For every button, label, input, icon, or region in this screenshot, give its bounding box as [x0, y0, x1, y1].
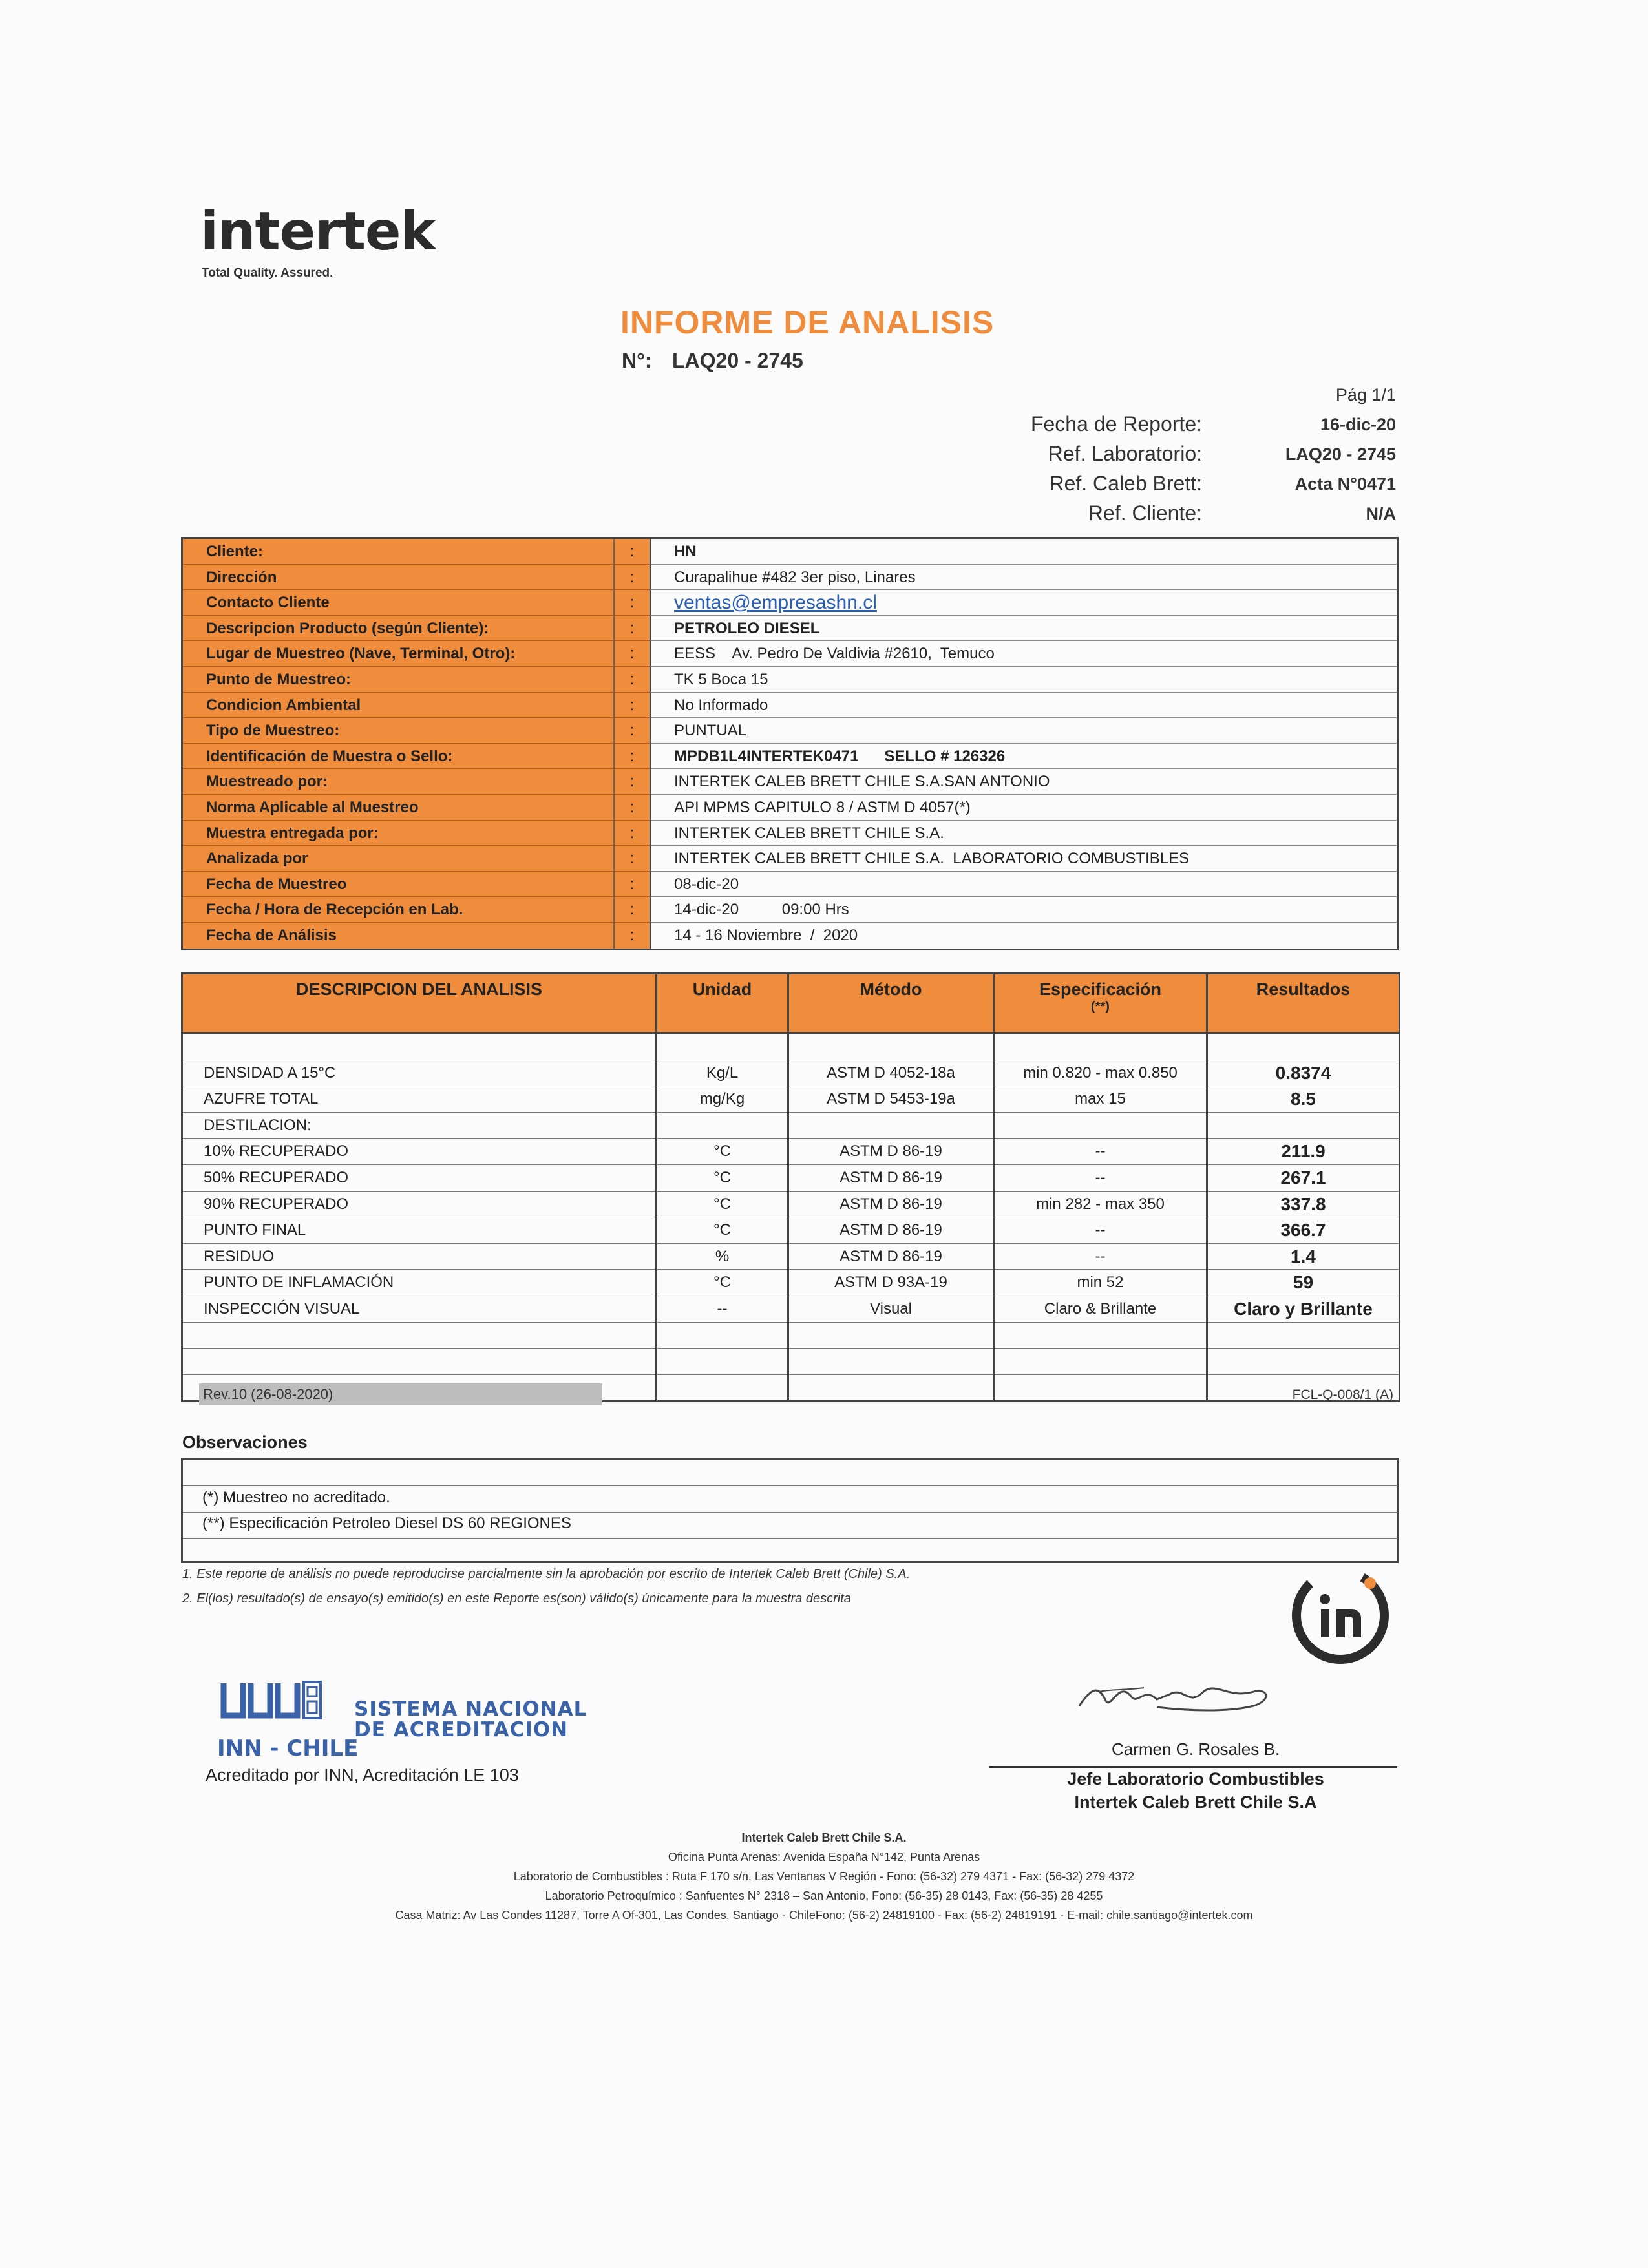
cell-descripcion: INSPECCIÓN VISUAL [182, 1296, 657, 1322]
info-colon: : [613, 897, 650, 923]
info-colon: : [613, 616, 650, 642]
cell-resultado: 59 [1207, 1270, 1400, 1296]
page-indicator: Pág 1/1 [1335, 385, 1396, 404]
info-row-condicion [183, 693, 1397, 719]
cell-unidad: mg/Kg [657, 1086, 788, 1113]
observaciones-divider [183, 1512, 1397, 1513]
cell-descripcion [182, 1349, 657, 1375]
note-1: 1. Este reporte de análisis no puede reproducirse parcialmente sin la aprobación por escrito de Intertek Caleb Brett (Chile) S.A. [182, 1567, 911, 1581]
cell-especificacion [994, 1322, 1207, 1349]
cell-metodo [788, 1033, 994, 1060]
analysis-row [182, 1191, 1400, 1217]
cell-unidad [657, 1033, 788, 1060]
signer-role: Jefe Laboratorio Combustibles [1067, 1769, 1324, 1789]
page-title: INFORME DE ANALISIS [620, 304, 995, 341]
sample-info-table [181, 537, 1399, 950]
ref-value-caleb-brett: Acta N°0471 [1294, 474, 1396, 494]
cell-resultado [1207, 1322, 1400, 1349]
cell-descripcion [182, 1033, 657, 1060]
info-value: PUNTUAL [650, 718, 1397, 744]
info-row-fecha-analisis [183, 923, 1397, 949]
cell-descripcion: DESTILACION: [182, 1112, 657, 1139]
info-value: API MPMS CAPITULO 8 / ASTM D 4057(*) [650, 795, 1397, 821]
inn-line-2: DE ACREDITACION [354, 1718, 569, 1741]
cell-especificacion: Claro & Brillante [994, 1296, 1207, 1322]
cell-metodo [788, 1322, 994, 1349]
info-label: Fecha / Hora de Recepción en Lab. [183, 897, 613, 923]
info-value: TK 5 Boca 15 [650, 667, 1397, 693]
col-header-especificacion [994, 974, 1207, 1033]
cell-unidad: -- [657, 1296, 788, 1322]
cell-metodo: ASTM D 86-19 [788, 1164, 994, 1191]
observaciones-divider [183, 1485, 1397, 1486]
cell-resultado: 366.7 [1207, 1217, 1400, 1244]
cell-unidad: °C [657, 1191, 788, 1217]
signature-image [1060, 1661, 1293, 1725]
cell-unidad: °C [657, 1139, 788, 1165]
ref-value-fecha: 16-dic-20 [1320, 415, 1396, 434]
info-value: HN [650, 539, 1397, 565]
cell-resultado [1207, 1112, 1400, 1139]
info-row-contacto [183, 590, 1397, 616]
info-label: Tipo de Muestreo: [183, 718, 613, 744]
inn-chile-logo-icon [217, 1677, 346, 1728]
info-value: INTERTEK CALEB BRETT CHILE S.A.SAN ANTONIO [650, 769, 1397, 795]
info-row-punto [183, 667, 1397, 693]
cell-unidad [657, 1374, 788, 1402]
info-colon: : [613, 539, 650, 565]
cell-descripcion: DENSIDAD A 15°C [182, 1060, 657, 1086]
cell-resultado [1207, 1349, 1400, 1375]
cell-especificacion [994, 1112, 1207, 1139]
cell-metodo: ASTM D 86-19 [788, 1217, 994, 1244]
info-value: INTERTEK CALEB BRETT CHILE S.A. LABORATORIO COMBUSTIBLES [650, 846, 1397, 872]
analysis-row [182, 1164, 1400, 1191]
analysis-row [182, 1217, 1400, 1244]
analysis-header-row [182, 974, 1400, 1033]
especificacion-label: Especificación [1039, 980, 1162, 999]
info-label: Identificación de Muestra o Sello: [183, 744, 613, 770]
info-label: Analizada por [183, 846, 613, 872]
info-value: 08-dic-20 [650, 872, 1397, 898]
note-2: 2. El(los) resultado(s) de ensayo(s) emitido(s) en este Reporte es(son) válido(s) únicamente para la muestra descrita [182, 1591, 851, 1606]
cell-resultado: 8.5 [1207, 1086, 1400, 1113]
footer-line-2: Oficina Punta Arenas: Avenida España N°142, Punta Arenas [668, 1851, 980, 1864]
info-colon: : [613, 641, 650, 667]
intertek-in-icon [1289, 1564, 1392, 1667]
form-code: FCL-Q-008/1 (A) [1292, 1387, 1393, 1402]
footer-line-3: Laboratorio de Combustibles : Ruta F 170 s/n, Las Ventanas V Región - Fono: (56-32) 279 4371 - Fax: (56-32) 279 4372 [513, 1870, 1135, 1883]
cell-resultado: 337.8 [1207, 1191, 1400, 1217]
info-label: Dirección [183, 565, 613, 591]
cell-especificacion: -- [994, 1243, 1207, 1270]
col-header-descripcion: DESCRIPCION DEL ANALISIS [182, 974, 657, 1033]
observacion-line-1: (*) Muestreo no acreditado. [202, 1489, 390, 1506]
ref-value-laboratorio: LAQ20 - 2745 [1285, 445, 1396, 464]
info-row-identificacion [183, 744, 1397, 770]
analysis-row [182, 1270, 1400, 1296]
revision-label: Rev.10 (26-08-2020) [199, 1383, 602, 1405]
contact-email-link[interactable]: ventas@empresashn.cl [650, 590, 1397, 616]
info-row-lugar [183, 641, 1397, 667]
intertek-logo: intertek [200, 201, 436, 262]
cell-especificacion: -- [994, 1217, 1207, 1244]
observacion-line-2: (**) Especificación Petroleo Diesel DS 60 REGIONES [202, 1515, 571, 1532]
cell-resultado: Claro y Brillante [1207, 1296, 1400, 1322]
cell-resultado: 267.1 [1207, 1164, 1400, 1191]
cell-metodo: ASTM D 4052-18a [788, 1060, 994, 1086]
report-number: LAQ20 - 2745 [672, 349, 803, 372]
info-label: Descripcion Producto (según Cliente): [183, 616, 613, 642]
col-header-metodo: Método [788, 974, 994, 1033]
ref-label-cliente: Ref. Cliente: [1088, 501, 1202, 525]
info-label: Muestreado por: [183, 769, 613, 795]
cell-unidad [657, 1349, 788, 1375]
cell-metodo: ASTM D 93A-19 [788, 1270, 994, 1296]
cell-resultado [1207, 1033, 1400, 1060]
analysis-row [182, 1086, 1400, 1113]
cell-unidad [657, 1112, 788, 1139]
info-label: Condicion Ambiental [183, 693, 613, 719]
info-label: Punto de Muestreo: [183, 667, 613, 693]
info-value: No Informado [650, 693, 1397, 719]
info-row-analizada [183, 846, 1397, 872]
info-colon: : [613, 565, 650, 591]
cell-metodo [788, 1112, 994, 1139]
cell-descripcion [182, 1322, 657, 1349]
info-colon: : [613, 590, 650, 616]
cell-metodo [788, 1374, 994, 1402]
info-label: Muestra entregada por: [183, 821, 613, 846]
cell-unidad: °C [657, 1164, 788, 1191]
col-header-resultados: Resultados [1207, 974, 1400, 1033]
ref-label-caleb-brett: Ref. Caleb Brett: [1049, 472, 1202, 495]
info-label: Cliente: [183, 539, 613, 565]
cell-especificacion: min 52 [994, 1270, 1207, 1296]
cell-descripcion: 10% RECUPERADO [182, 1139, 657, 1165]
cell-resultado: 0.8374 [1207, 1060, 1400, 1086]
signer-name: Carmen G. Rosales B. [1111, 1739, 1280, 1759]
info-row-producto [183, 616, 1397, 642]
analysis-row [182, 1139, 1400, 1165]
footer-line-5: Casa Matriz: Av Las Condes 11287, Torre A Of-301, Las Condes, Santiago - ChileFono: (56-2) 24819100 - Fax: (56-2) 24819191 - E-mail: chile.santiago@intertek.com [395, 1909, 1253, 1922]
info-colon: : [613, 821, 650, 846]
info-colon: : [613, 769, 650, 795]
info-value: INTERTEK CALEB BRETT CHILE S.A. [650, 821, 1397, 846]
footer-company: Intertek Caleb Brett Chile S.A. [741, 1831, 907, 1844]
info-row-fecha-muestreo [183, 872, 1397, 898]
info-value: Curapalihue #482 3er piso, Linares [650, 565, 1397, 591]
footer-line-4: Laboratorio Petroquímico : Sanfuentes N° 2318 – San Antonio, Fono: (56-35) 28 0143, Fax: (56-35) 28 4255 [545, 1889, 1103, 1902]
observaciones-title: Observaciones [182, 1433, 308, 1452]
cell-descripcion: AZUFRE TOTAL [182, 1086, 657, 1113]
acreditacion-text: Acreditado por INN, Acreditación LE 103 [206, 1765, 519, 1785]
cell-unidad: °C [657, 1270, 788, 1296]
logo-tagline: Total Quality. Assured. [202, 266, 333, 280]
cell-especificacion [994, 1349, 1207, 1375]
analysis-table [181, 972, 1400, 1402]
info-row-recepcion [183, 897, 1397, 923]
analysis-row [182, 1243, 1400, 1270]
info-label: Contacto Cliente [183, 590, 613, 616]
report-number-label: N°: [622, 349, 652, 372]
observaciones-box [181, 1458, 1399, 1563]
info-colon: : [613, 846, 650, 872]
cell-especificacion: -- [994, 1164, 1207, 1191]
cell-unidad: Kg/L [657, 1060, 788, 1086]
cell-especificacion: min 0.820 - max 0.850 [994, 1060, 1207, 1086]
info-colon: : [613, 718, 650, 744]
cell-resultado: 211.9 [1207, 1139, 1400, 1165]
inn-line-3: INN - CHILE [217, 1736, 359, 1761]
analysis-row [182, 1322, 1400, 1349]
cell-descripcion: 90% RECUPERADO [182, 1191, 657, 1217]
info-row-tipo [183, 718, 1397, 744]
analysis-row [182, 1033, 1400, 1060]
analysis-row [182, 1060, 1400, 1086]
ref-value-cliente: N/A [1366, 504, 1396, 523]
cell-metodo: Visual [788, 1296, 994, 1322]
info-value: 14-dic-20 09:00 Hrs [650, 897, 1397, 923]
info-colon: : [613, 795, 650, 821]
info-row-muestreado [183, 769, 1397, 795]
observaciones-divider [183, 1538, 1397, 1539]
info-value: EESS Av. Pedro De Valdivia #2610, Temuco [650, 641, 1397, 667]
cell-descripcion: RESIDUO [182, 1243, 657, 1270]
info-row-norma [183, 795, 1397, 821]
signature-line [989, 1766, 1397, 1768]
info-label: Fecha de Análisis [183, 923, 613, 949]
signer-company: Intertek Caleb Brett Chile S.A [1074, 1792, 1317, 1812]
info-label: Fecha de Muestreo [183, 872, 613, 898]
info-row-direccion [183, 565, 1397, 591]
info-row-cliente [183, 539, 1397, 565]
cell-resultado: 1.4 [1207, 1243, 1400, 1270]
cell-especificacion [994, 1374, 1207, 1402]
col-header-unidad: Unidad [657, 974, 788, 1033]
cell-unidad: % [657, 1243, 788, 1270]
cell-especificacion: -- [994, 1139, 1207, 1165]
info-value: MPDB1L4INTERTEK0471 SELLO # 126326 [650, 744, 1397, 770]
cell-unidad [657, 1322, 788, 1349]
cell-especificacion: max 15 [994, 1086, 1207, 1113]
especificacion-note: (**) [1091, 1000, 1110, 1014]
cell-metodo: ASTM D 86-19 [788, 1139, 994, 1165]
ref-label-laboratorio: Ref. Laboratorio: [1048, 442, 1202, 465]
ref-label-fecha: Fecha de Reporte: [1030, 412, 1202, 436]
inn-line-1: SISTEMA NACIONAL [354, 1697, 587, 1721]
analysis-row [182, 1112, 1400, 1139]
cell-metodo [788, 1349, 994, 1375]
info-colon: : [613, 693, 650, 719]
cell-descripcion: PUNTO DE INFLAMACIÓN [182, 1270, 657, 1296]
cell-metodo: ASTM D 86-19 [788, 1243, 994, 1270]
cell-especificacion: min 282 - max 350 [994, 1191, 1207, 1217]
info-value: PETROLEO DIESEL [650, 616, 1397, 642]
info-value: 14 - 16 Noviembre / 2020 [650, 923, 1397, 949]
info-colon: : [613, 923, 650, 949]
info-colon: : [613, 667, 650, 693]
cell-metodo: ASTM D 86-19 [788, 1191, 994, 1217]
analysis-row [182, 1296, 1400, 1322]
cell-descripcion: PUNTO FINAL [182, 1217, 657, 1244]
cell-unidad: °C [657, 1217, 788, 1244]
info-colon: : [613, 744, 650, 770]
cell-especificacion [994, 1033, 1207, 1060]
cell-metodo: ASTM D 5453-19a [788, 1086, 994, 1113]
info-label: Norma Aplicable al Muestreo [183, 795, 613, 821]
analysis-row [182, 1349, 1400, 1375]
info-label: Lugar de Muestreo (Nave, Terminal, Otro): [183, 641, 613, 667]
info-colon: : [613, 872, 650, 898]
info-row-entregada [183, 821, 1397, 846]
cell-descripcion: 50% RECUPERADO [182, 1164, 657, 1191]
